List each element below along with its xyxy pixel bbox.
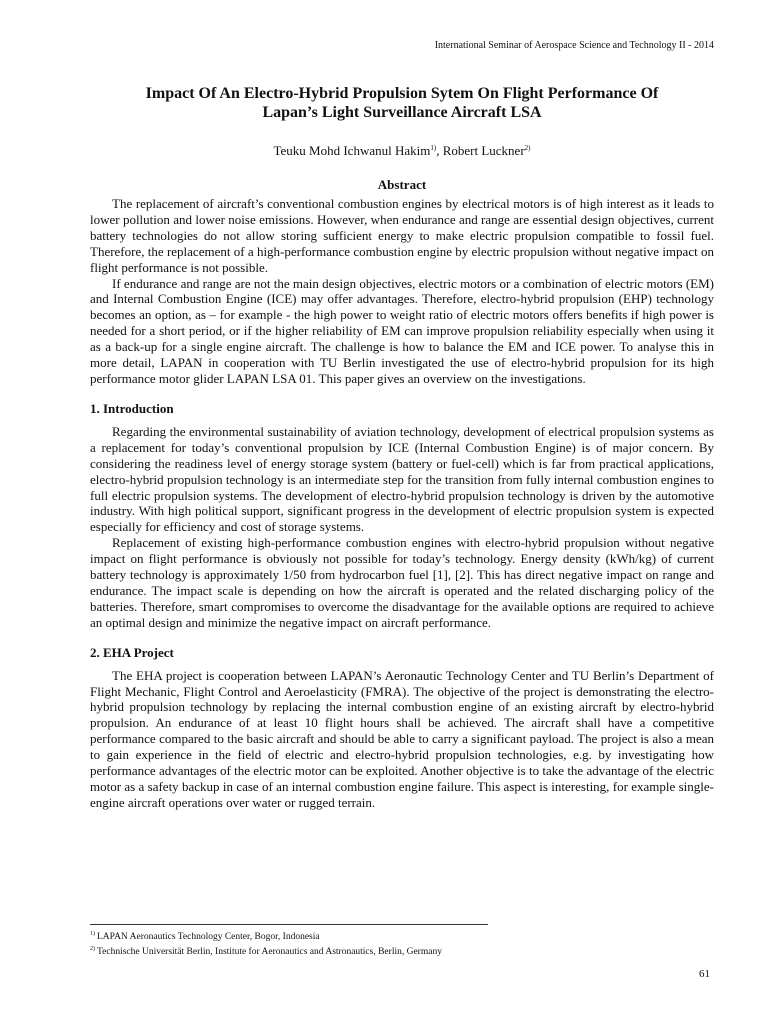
abstract-heading: Abstract: [377, 177, 427, 192]
page-number: 61: [699, 968, 710, 980]
author-affiliation-mark: 1): [430, 144, 437, 152]
running-header: International Seminar of Aerospace Science and Technology II - 2014: [434, 40, 714, 51]
author-name: Teuku Mohd Ichwanul Hakim: [273, 143, 431, 158]
footnote-divider: [90, 924, 488, 925]
footnote-text: Technische Universität Berlin, Institute for Aeronautics and Astronautics, Berlin, Germany: [97, 947, 442, 957]
footnote-mark: 2): [90, 946, 95, 952]
paper-title-line-2: Lapan’s Light Surveillance Aircraft LSA: [262, 104, 542, 121]
footnote: [90, 943, 710, 958]
body-paragraph: Regarding the environmental sustainability of aviation technology, development of electrical propulsion systems as a replacement for today’s conventional propulsion by ICE (Internal Combustion Engine) is of major concern. By considering the readiness level of energy storage system (battery or fuel-cell) which is far from practical applications, electro-hybrid propulsion technology is an intermediate step for the transition from fully internal combustion engines to full electric propulsion systems. The development of electro-hybrid propulsion technology is driven by the automotive industry. With high political support, significant progress in the development of electric propulsion system is expected especially for efficiency and cost of storage systems.: [90, 423, 714, 535]
author-list: [90, 140, 714, 159]
body-paragraph: Replacement of existing high-performance combustion engines with electro-hybrid propulsion without negative impact on flight performance is obviously not possible for today’s technology. Energy density (kWh/kg) of current battery technology is approximately 1/50 from hydrocarbon fuel [1], [2]. This has direct negative impact on range and endurance. The impact scale is depending on how the aircraft is operated and the related discharging policy of the batteries. Therefore, smart compromises to overcome the disadvantage for the available options are required to achieve an optimal design and minimize the negative impact on aircraft performance.: [90, 535, 714, 630]
footnote-text: LAPAN Aeronautics Technology Center, Bogor, Indonesia: [97, 932, 320, 942]
section-heading-eha-project: 2. EHA Project: [90, 644, 174, 660]
paper-title-line-1: Impact Of An Electro-Hybrid Propulsion Sytem On Flight Performance Of: [145, 85, 659, 102]
author-affiliation-mark: 2): [524, 144, 531, 152]
body-paragraph: The EHA project is cooperation between LAPAN’s Aeronautic Technology Center and TU Berlin’s Department of Flight Mechanic, Flight Control and Aeroelasticity (FMRA). The objective of the project is demonstrating the electro-hybrid propulsion technology by replacing the internal combustion engine of an existing aircraft by electro-hybrid propulsion. An endurance of at least 10 flight hours shall be achieved. The aircraft shall have a competitive performance compared to the basic aircraft and should be able to carry a significant payload. The project is also a mean to gain experience in the field of electric and electro-hybrid propulsion technologies, e.g. by investigating how performance advantages of the electric motor can be exploited. Another objective is to take the advantage of the electric motor as a safety backup in case of an internal combustion engine failure. This aspect is interesting, for example single-engine aircraft operations over water or rugged terrain.: [90, 667, 714, 810]
section-heading-introduction: 1. Introduction: [90, 400, 174, 416]
abstract-paragraph: If endurance and range are not the main design objectives, electric motors or a combination of electric motors (EM) and Internal Combustion Engine (ICE) may offer advantages. Therefore, electro-hybrid propulsion (EHP) technology becomes an option, as – for example - the high power to weight ratio of electric motors offers benefits if high power is needed for a short period, or if the higher reliability of EM can improve propulsion reliability especially when using it as a back-up for a single engine aircraft. The challenge is how to balance the EM and ICE power. To analyse this in more detail, LAPAN in cooperation with TU Berlin investigated the use of electro-hybrid propulsion for its high performance motor glider LAPAN LSA 01. This paper gives an overview on the investigations.: [90, 275, 714, 386]
abstract-paragraph: The replacement of aircraft’s conventional combustion engines by electrical motors is of high interest as it leads to lower pollution and lower noise emissions. However, when endurance and range are essential design objectives, current battery technologies do not allow storing sufficient energy to make electric propulsion compatible to fossil fuel. Therefore, the replacement of a high-performance combustion engine by electric propulsion without negative impact on flight performance is not possible.: [90, 196, 714, 275]
footnote-mark: 1): [90, 931, 95, 937]
footnotes: [90, 924, 710, 958]
author-name: Robert Luckner: [442, 143, 525, 158]
author-separator: ,: [436, 143, 443, 158]
footnote: [90, 928, 710, 943]
paper-title: [90, 84, 714, 122]
